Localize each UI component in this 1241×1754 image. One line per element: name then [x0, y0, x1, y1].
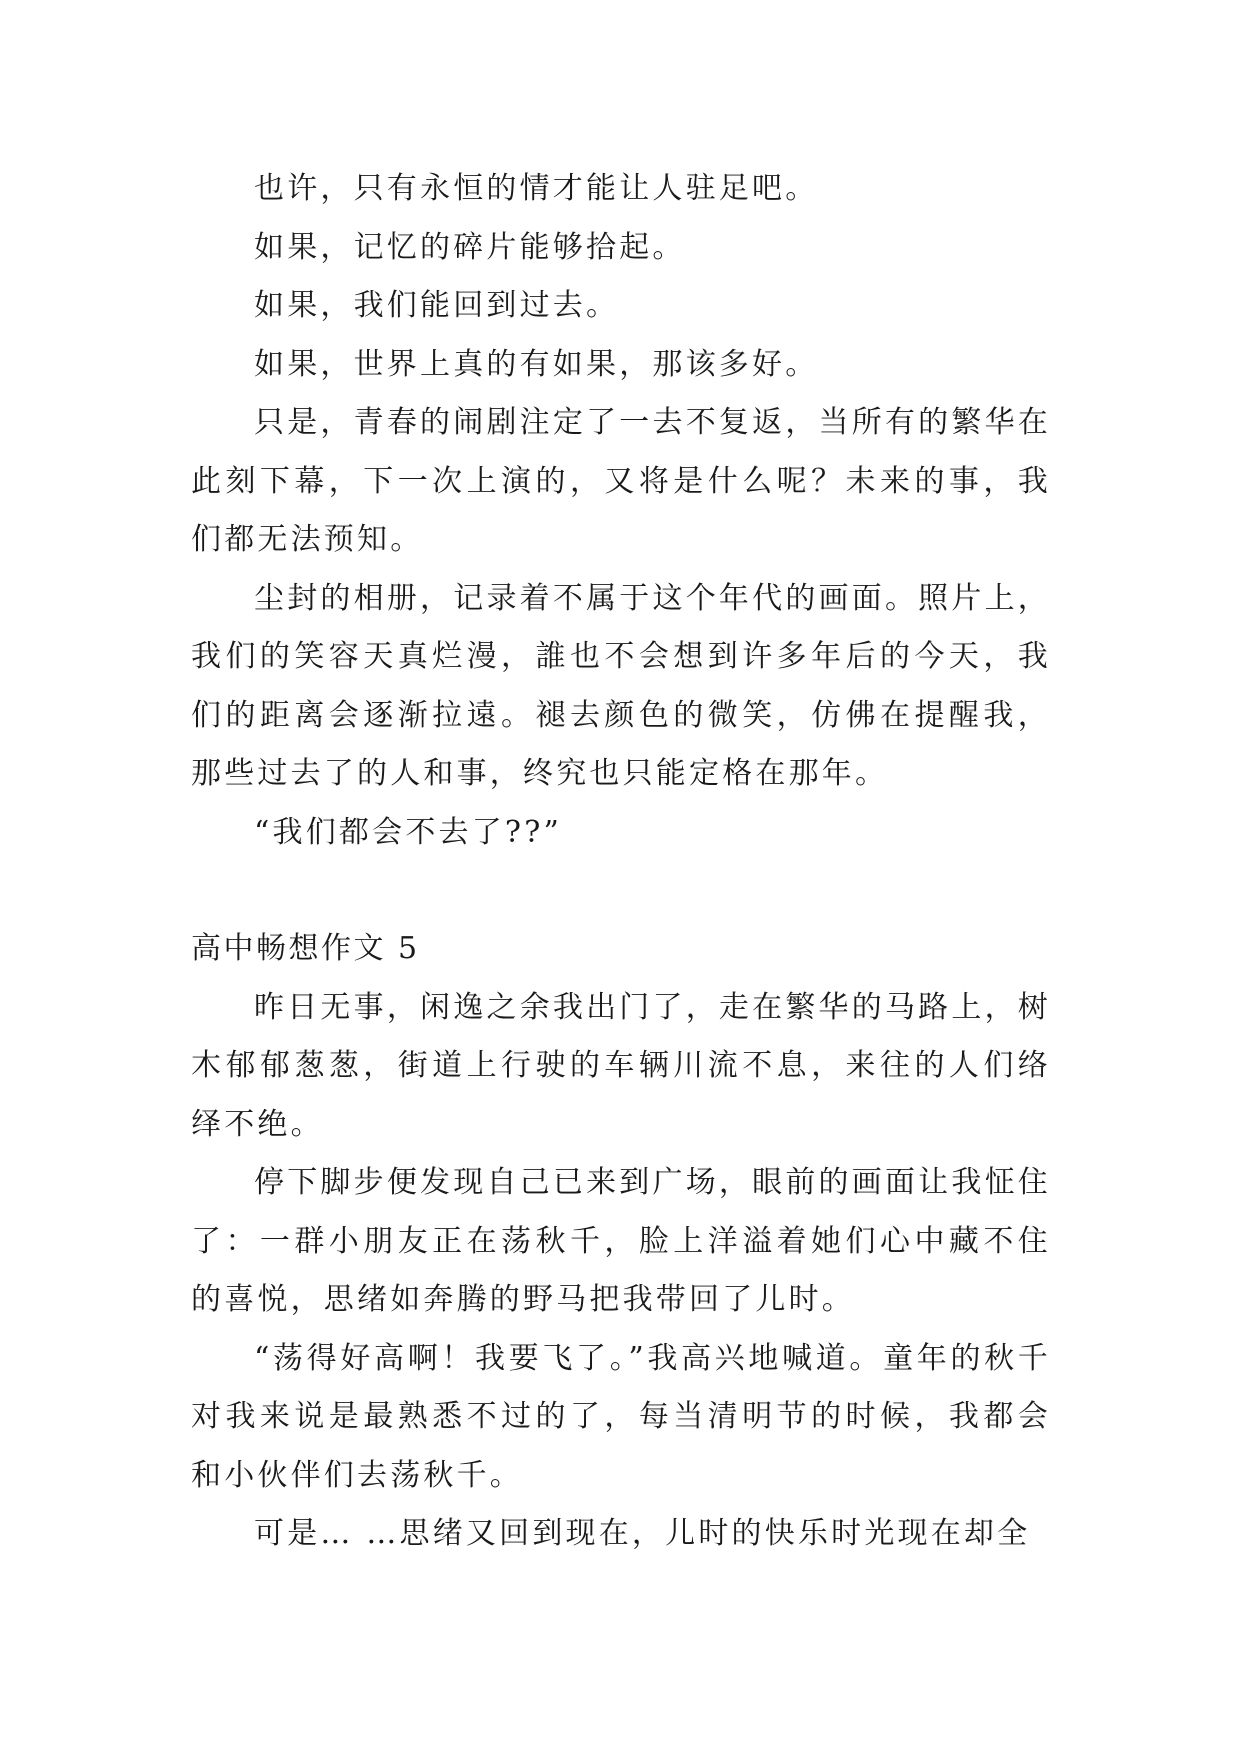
- paragraph: 尘封的相册，记录着不属于这个年代的画面。照片上，我们的笑容天真烂漫，誰也不会想到许多年后的今天，我们的距离会逐渐拉遠。褪去颜色的微笑，仿佛在提醒我，那些过去了的人和事，终究也只能定格在那年。: [191, 580, 1051, 791]
- paragraph: 也许，只有永恒的情才能让人驻足吧。: [254, 171, 819, 206]
- paragraph: 如果，世界上真的有如果，那该多好。: [254, 346, 819, 382]
- paragraph: 如果，我们能回到过去。: [254, 288, 620, 323]
- quote-paragraph: “我们都会不去了??”: [254, 814, 563, 850]
- paragraph: 停下脚步便发现自己已来到广场，眼前的画面让我怔住了：一群小朋友正在荡秋千，脸上洋溢着她们心中藏不住的喜悦，思绪如奔腾的野马把我带回了儿时。: [191, 1165, 1051, 1317]
- document-body: [191, 160, 1051, 1564]
- paragraph: 昨日无事，闲逸之余我出门了，走在繁华的马路上，树木郁郁葱葱，街道上行驶的车辆川流不息，来往的人们络绎不绝。: [191, 989, 1051, 1142]
- paragraph: 只是，青春的闹剧注定了一去不复返，当所有的繁华在此刻下幕，下一次上演的，又将是什么呢？未来的事，我们都无法预知。: [191, 405, 1051, 557]
- section-title: 高中畅想作文 5: [191, 931, 420, 966]
- paragraph: “荡得好高啊！我要飞了。”我高兴地喊道。童年的秋千对我来说是最熟悉不过的了，每当清明节的时候，我都会和小伙伴们去荡秋千。: [191, 1340, 1051, 1493]
- paragraph: 如果，记忆的碎片能够拾起。: [254, 229, 686, 265]
- paragraph: 可是… …思绪又回到现在，儿时的快乐时光现在却全: [254, 1516, 1031, 1551]
